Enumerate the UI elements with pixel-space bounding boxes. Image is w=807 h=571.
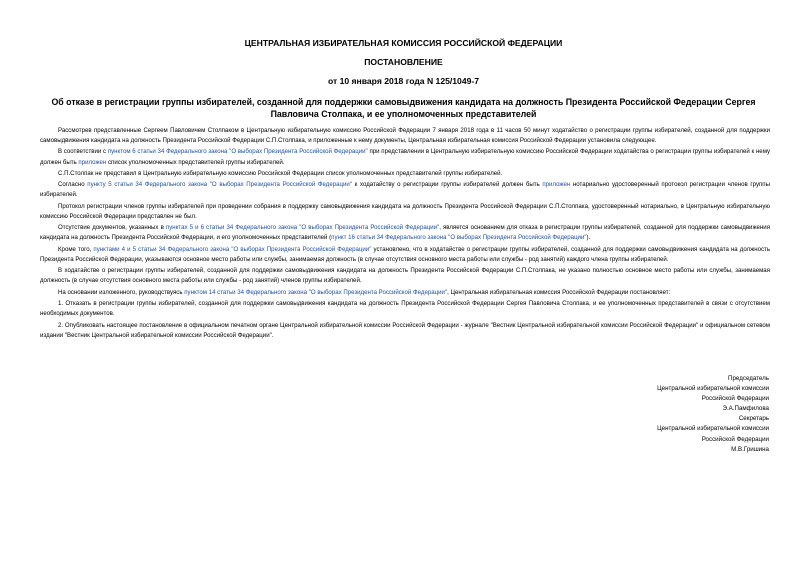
law-link-p5-art34[interactable]: пункту 5 статьи 34 Федерального закона "О выборах Президента Российской Федерации": [87, 181, 352, 189]
paragraph-text: к ходатайству о регистрации группы избирателей должен быть: [352, 181, 543, 189]
document-body: [40, 126, 770, 342]
paragraph-6: [40, 223, 770, 243]
date-number-heading: от 10 января 2018 года N 125/1049-7: [327, 76, 480, 86]
paragraph-9: [40, 288, 770, 298]
paragraph-text: , является основанием для отказа в регистрации группы избирателей, созданной для поддержки самовыдвижения кандидата на должность Президента Российской Федерации, и его уполномоченных представителей (: [40, 224, 770, 242]
paragraph-2: [40, 147, 770, 167]
appendix-link[interactable]: приложен: [78, 158, 107, 166]
paragraph-text: Отсутствие документов, указанных в: [58, 224, 166, 232]
paragraph-8: В ходатайстве о регистрации группы избирателей, созданной для поддержки самовыдвижения кандидата на должность Президента Российской Федерации С.П.Столпака, не указано полностью основное место работы или службы, занимаемая должность (в случае отсутствия основного места работы или службы - род занятий) членов группы избирателей.: [40, 267, 770, 285]
secretary-org-line-1: Центральной избирательной комиссии: [657, 425, 769, 433]
resolution-item-2: 2. Опубликовать настоящее постановление в официальном печатном органе Центральной избирательной комиссии Российской Федерации - журнале "Вестник Центральной избирательной комиссии Российской Федерации" и официальном сетевом издании "Вестник Центральной избирательной комиссии Российской Федерации".: [40, 321, 770, 339]
law-link-p6-art34[interactable]: пунктом 6 статьи 34 Федерального закона "О выборах Президента Российской Федерации": [107, 148, 368, 156]
law-link-p4-5-art34[interactable]: пунктами 4 и 5 статьи 34 Федерального закона "О выборах Президента Российской Федерации": [93, 245, 372, 253]
law-link-p5-6-art34[interactable]: пунктах 5 и 6 статьи 34 Федерального закона "О выборах Президента Российской Федерации": [165, 224, 440, 232]
document-type-heading: ПОСТАНОВЛЕНИЕ: [364, 57, 443, 67]
paragraph-4: [40, 180, 770, 200]
paragraph-text: установлено, что в ходатайстве о регистрации группы избирателей, созданной для поддержки самовыдвижения кандидата на должность Президента Российской Федерации, указываются основное место работы или службы, занимаемая должность (в случае отсутствия основного места работы или службы - род занятий) каждого члена группы избирателей.: [40, 245, 771, 263]
paragraph-text: ).: [586, 234, 591, 242]
secretary-title: Секретарь: [738, 415, 769, 423]
paragraph-text: при представлении в Центральную избирательную комиссию Российской Федерации ходатайства о регистрации группы избирателей к нему должен быть: [40, 148, 771, 166]
chair-title: Председатель: [728, 375, 769, 382]
paragraph-3: С.П.Столпак не представил в Центральную избирательную комиссию Российской Федерации список уполномоченных представителей группы избирателей.: [58, 169, 503, 177]
paragraph-text: На основании изложенного, руководствуясь: [58, 288, 185, 296]
paragraph-7: [40, 245, 770, 265]
paragraph-text: Кроме того,: [58, 245, 94, 253]
document-title: Об отказе в регистрации группы избирателей, созданной для поддержки самовыдвижения кандидата на должность Президента Российской Федерации Сергея Павловича Столпака, и ее уполномоченных представителей: [51, 97, 756, 119]
signature-block: [560, 374, 769, 455]
appendix-link[interactable]: приложен: [542, 181, 571, 189]
chair-org-line-2: Российской Федерации: [701, 395, 769, 403]
chair-name: Э.А.Памфилова: [722, 405, 769, 413]
secretary-org-line-2: Российской Федерации: [701, 435, 769, 443]
paragraph-text: , Центральная избирательная комиссия Российской Федерации постановляет:: [447, 288, 671, 296]
paragraph-text: нотариально удостоверенный протокол регистрации членов группы избирателей.: [40, 181, 770, 199]
organization-heading: ЦЕНТРАЛЬНАЯ ИЗБИРАТЕЛЬНАЯ КОМИССИЯ РОССИЙСКОЙ ФЕДЕРАЦИИ: [244, 38, 563, 48]
chair-org-line-1: Центральной избирательной комиссии: [657, 385, 769, 393]
paragraph-1: Рассмотрев представленные Сергеем Павловичем Столпаком в Центральную избирательную комиссию Российской Федерации 7 января 2018 года в 11 часов 50 минут ходатайство о регистрации группы избирателей, созданной для поддержки самовыдвижения кандидата на должность Президента Российской Федерации С.П.Столпака, и приложенные к нему документы, Центральная избирательная комиссия Российской Федерации установила следующее.: [40, 127, 770, 145]
law-link-p16-art34[interactable]: пункт 16 статьи 34 Федерального закона "О выборах Президента Российской Федерации": [331, 234, 587, 242]
paragraph-text: В соответствии с: [58, 148, 108, 156]
secretary-name: М.В.Гришина: [731, 445, 769, 453]
paragraph-text: список уполномоченных представителей группы избирателей.: [106, 158, 285, 166]
paragraph-5: Протокол регистрации членов группы избирателей при проведении собрания в поддержку самовыдвижения кандидата на должность Президента Российской Федерации С.П.Столпака, удостоверенный нотариально, в Центральную избирательную комиссию Российской Федерации представлен не был.: [40, 202, 770, 220]
resolution-item-1: 1. Отказать в регистрации группы избирателей, созданной для поддержки самовыдвижения кандидата на должность Президента Российской Федерации Сергея Павловича Столпака, и ее уполномоченных представителей в связи с отсутствием необходимых документов.: [40, 300, 770, 318]
law-link-p14-art34[interactable]: пунктом 14 статьи 34 Федерального закона "О выборах Президента Российской Федерации": [184, 288, 448, 296]
paragraph-text: Согласно: [58, 181, 88, 189]
